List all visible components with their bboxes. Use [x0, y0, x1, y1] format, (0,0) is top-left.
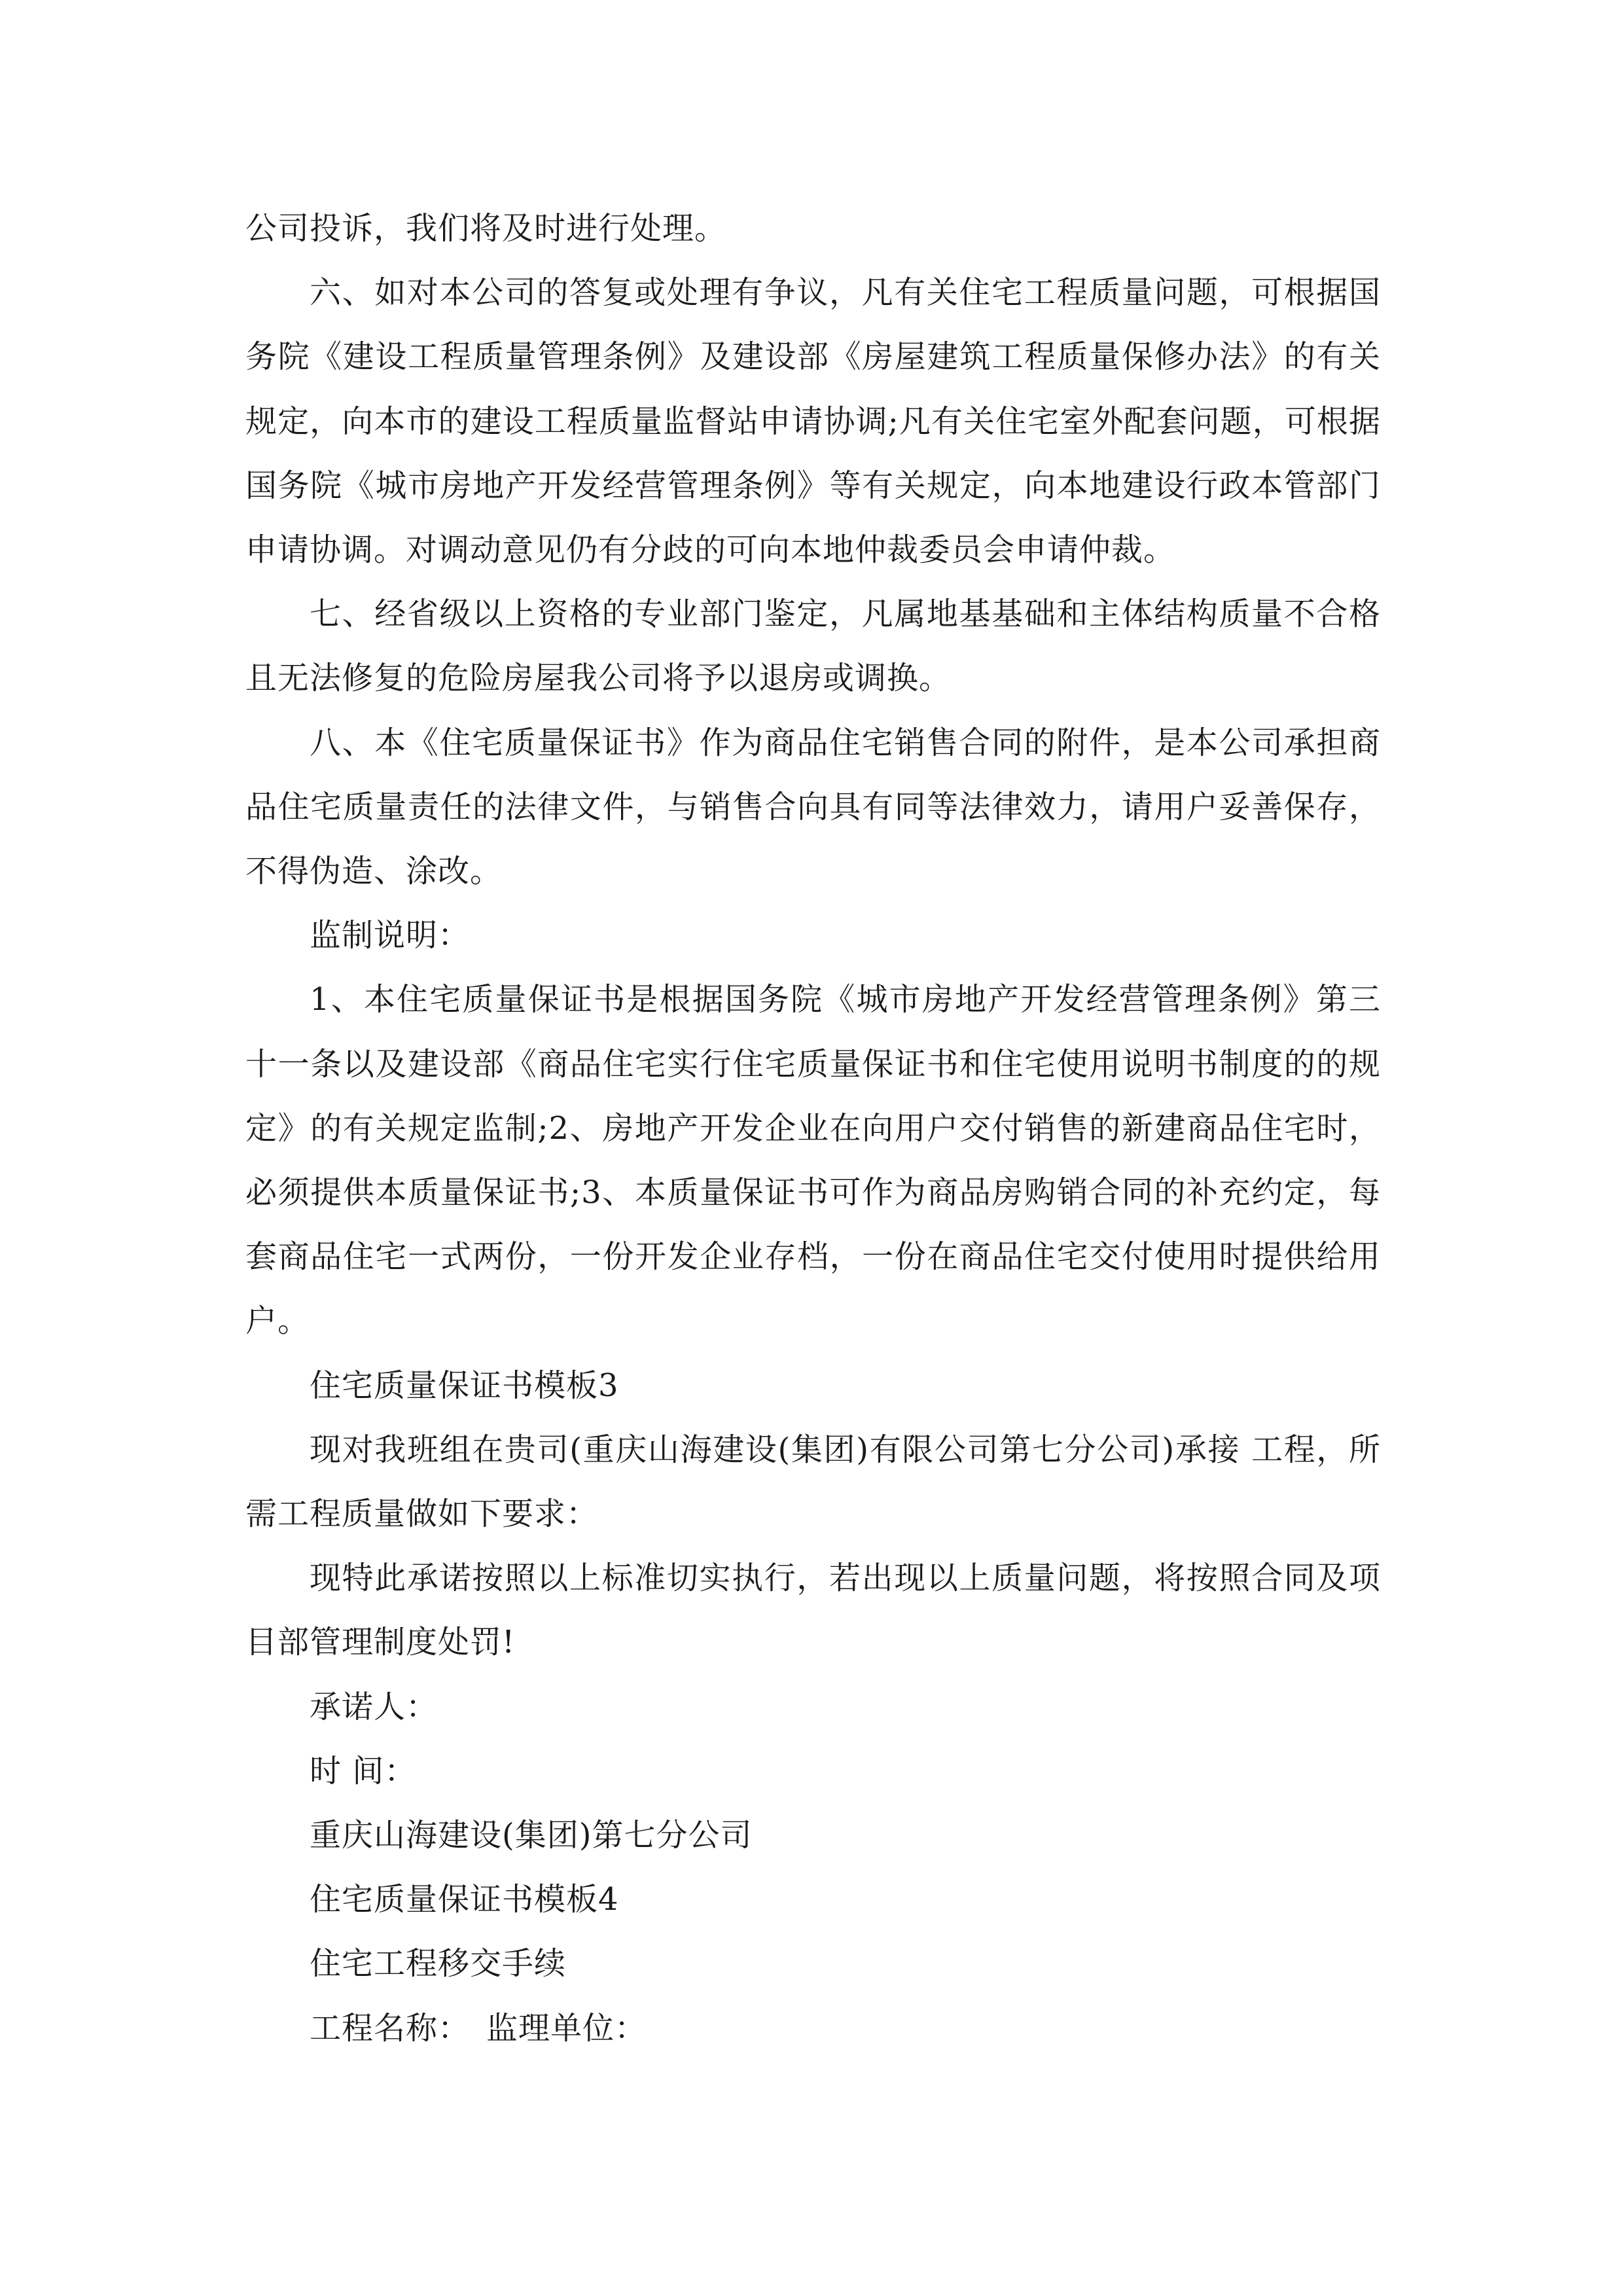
heading-handover-procedure: 住宅工程移交手续 [310, 1945, 567, 1982]
paragraph-clause-eight: 八、本《住宅质量保证书》作为商品住宅销售合同的附件，是本公司承担商品住宅质量责任的法律文件，与销售合向具有同等法律效力，请用户妥善保存，不得伪造、涂改。 [245, 724, 1381, 890]
field-project-and-supervisor: 工程名称： 监理单位： [310, 2009, 647, 2047]
field-promisor: 承诺人： [310, 1688, 438, 1725]
document-body [245, 196, 1381, 2060]
paragraph-clause-six: 六、如对本公司的答复或处理有争议，凡有关住宅工程质量问题，可根据国务院《建设工程质量管理条例》及建设部《房屋建筑工程质量保修办法》的有关规定，向本市的建设工程质量监督站申请协调;凡有关住宅室外配套问题，可根据国务院《城市房地产开发经营管理条例》等有关规定，向本地建设行政本管部门申请协调。对调动意见仍有分歧的可向本地仲裁委员会申请仲裁。 [245, 274, 1381, 569]
paragraph-supervision-details: 1、本住宅质量保证书是根据国务院《城市房地产开发经营管理条例》第三十一条以及建设部《商品住宅实行住宅质量保证书和住宅使用说明书制度的的规定》的有关规定监制;2、房地产开发企业在向用户交付销售的新建商品住宅时，必须提供本质量保证书;3、本质量保证书可作为商品房购销合同的补充约定，每套商品住宅一式两份，一份开发企业存档，一份在商品住宅交付使用时提供给用户。 [245, 981, 1381, 1340]
heading-supervision-notes: 监制说明： [310, 917, 471, 954]
paragraph-clause-seven: 七、经省级以上资格的专业部门鉴定，凡属地基基础和主体结构质量不合格且无法修复的危险房屋我公司将予以退房或调换。 [245, 596, 1381, 697]
company-name: 重庆山海建设(集团)第七分公司 [310, 1817, 753, 1854]
paragraph-complaint-continuation: 公司投诉，我们将及时进行处理。 [245, 210, 727, 247]
field-time: 时 间： [310, 1752, 417, 1789]
paragraph-team-requirements: 现对我班组在贵司(重庆山海建设(集团)有限公司第七分公司)承接 工程，所需工程质量做如下要求： [245, 1431, 1381, 1533]
paragraph-commitment: 现特此承诺按照以上标准切实执行，若出现以上质量问题，将按照合同及项目部管理制度处罚! [245, 1560, 1381, 1661]
heading-template-4: 住宅质量保证书模板4 [310, 1881, 619, 1918]
heading-template-3: 住宅质量保证书模板3 [310, 1367, 619, 1404]
